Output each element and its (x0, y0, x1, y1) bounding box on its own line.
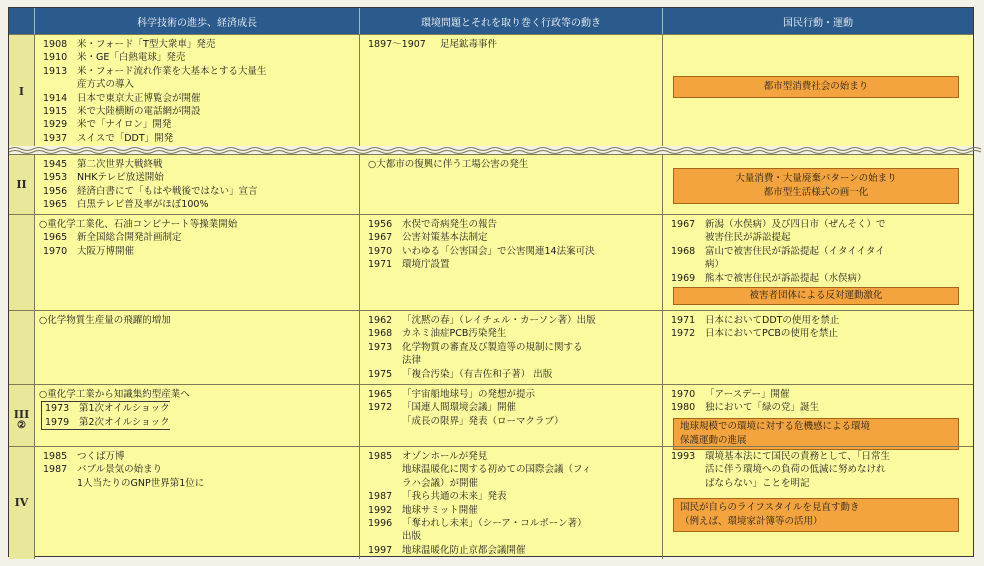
list-item: 1971 日本においてDDTの使用を禁止 (671, 315, 840, 326)
list-item: 1953 NHKテレビ放送開始 (43, 172, 164, 184)
list-item: ○重化学工業から知識集約型産業へ (39, 389, 190, 400)
citizen-cell (663, 35, 973, 148)
list-item: 1968 カネミ油症PCB汚染発生 (368, 328, 507, 340)
header-environment: 環境問題とそれを取り巻く行政等の動き (360, 8, 663, 34)
header-era-cell (9, 8, 35, 34)
list-item: 1979 第2次オイルショック (45, 416, 170, 428)
list-item: 1897～1907 足尾鉱毒事件 (368, 39, 498, 50)
environment-cell (360, 311, 663, 384)
science-cell (35, 215, 360, 311)
list-item: 「成長の限界」発表（ローマクラブ） (402, 415, 564, 427)
list-item: 1908 米・フォード「T型大衆車」発売 (43, 39, 216, 50)
science-cell (35, 447, 360, 559)
environment-cell (360, 35, 663, 148)
list-item: 1985 オゾンホールが発見 (368, 451, 488, 462)
list-item: 法律 (402, 355, 422, 367)
list-item: 産方式の導入 (77, 79, 135, 91)
citizen-cell (663, 155, 973, 214)
list-item: 1997 地球温暖化防止京都会議開催 (368, 544, 526, 556)
highlight-box: 被害者団体による反対運動激化 (673, 287, 959, 305)
list-item: 1人当たりのGNP世界第1位に (77, 477, 205, 489)
science-cell (35, 311, 360, 384)
list-item: 1962 「沈黙の春」（レイチェル・カーソン著）出版 (368, 315, 596, 326)
era-label (9, 215, 35, 311)
era-label: IV (9, 447, 35, 559)
list-item: ばならない」ことを明記 (705, 477, 810, 489)
header-citizen: 国民行動・運動 (783, 17, 853, 29)
list-item: 1996 「奪われし未来」（シーア・コルボーン著） (368, 518, 587, 530)
list-item: 1937 スイスで「DDT」開発 (43, 132, 174, 144)
list-item: 病） (705, 259, 725, 271)
list-item: ○化学物質生産量の飛躍的増加 (39, 315, 171, 326)
list-item: 1987 バブル景気の始まり (43, 464, 163, 476)
era-label-continued (9, 311, 35, 384)
era-row-3b (9, 310, 973, 384)
era-label: III ② (9, 385, 35, 456)
list-item: 地球温暖化に関する初めての国際会議（フィ (402, 464, 592, 476)
environment-cell (360, 215, 663, 311)
list-item: ラハ会議）が開催 (402, 477, 479, 489)
list-item: 1968 富山で被害住民が訴訟提起（イタイイタイ (671, 245, 885, 257)
list-item: 1967 新潟（水俣病）及び四日市（ぜんそく）で (671, 219, 886, 230)
header-science: 科学技術の進歩、経済成長 (35, 8, 360, 34)
era-row-1 (9, 34, 973, 148)
era-label: II (9, 155, 35, 214)
list-item: 1965 白黒テレビ普及率がほぼ100% (43, 199, 209, 211)
list-item: 1956 経済白書にて「もはや戦後ではない」宣言 (43, 185, 258, 197)
list-item: 1967 公害対策基本法制定 (368, 232, 488, 244)
highlight-box: 地球規模での環境に対する危機感による環境 保護運動の進展 (673, 418, 959, 450)
list-item: 1956 水俣で奇病発生の報告 (368, 219, 498, 230)
list-item: 1914 日本で東京大正博覧会が開催 (43, 92, 201, 104)
era-row-3a (9, 214, 973, 310)
list-item: 1970 いわゆる「公害国会」で公害関連14法案可決 (368, 245, 595, 257)
list-item: 1985 つくば万博 (43, 451, 125, 462)
environment-cell (360, 155, 663, 214)
list-item: 1972 日本においてPCBの使用を禁止 (671, 328, 838, 340)
list-item: 1945 第二次世界大戦終戦 (43, 159, 163, 170)
list-item: 被害住民が訴訟提起 (705, 232, 791, 244)
era-row-4 (9, 446, 973, 558)
list-item: 1929 米で「ナイロン」開発 (43, 119, 172, 131)
list-item: 出版 (402, 531, 422, 543)
list-item: 1913 米・フォード流れ作業を大基本とする大量生 (43, 65, 267, 77)
timeline-table (8, 7, 974, 557)
list-item: ○重化学工業化、石油コンビナート等操業開始 (39, 219, 238, 230)
list-item: 1973 第1次オイルショック (45, 403, 170, 415)
citizen-cell (663, 447, 973, 559)
list-item: 1975 「複合汚染」（有吉佐和子著） 出版 (368, 368, 553, 380)
list-item: 1993 環境基本法にて国民の責務として、「日常生 (671, 451, 891, 462)
highlight-box: 都市型消費社会の始まり (673, 76, 959, 98)
list-item: 1965 新全国総合開発計画制定 (43, 232, 182, 244)
science-cell (35, 35, 360, 148)
list-item: 1973 化学物質の審査及び製造等の規制に関する (368, 341, 583, 353)
list-item: 1970 「アースデー」開催 (671, 389, 790, 400)
list-item: 1910 米・GE「白熱電球」発売 (43, 52, 186, 64)
list-item: 1915 米で大陸横断の電話網が開設 (43, 106, 201, 118)
citizen-cell (663, 311, 973, 384)
list-item: 1972 「国連人間環境会議」開催 (368, 402, 517, 414)
timeline-break (9, 146, 973, 154)
list-item: 1971 環境庁設置 (368, 259, 450, 271)
citizen-cell (663, 215, 973, 311)
science-cell (35, 155, 360, 214)
list-item: 1965 「宇宙船地球号」の発想が提示 (368, 389, 536, 400)
highlight-box: 大量消費・大量廃棄パターンの始まり 都市型生活様式の画一化 (673, 168, 959, 204)
list-item: 1970 大阪万博開催 (43, 245, 135, 257)
list-item: 1987 「我ら共通の未来」発表 (368, 491, 507, 503)
table-header (9, 8, 973, 34)
era-label: I (9, 35, 35, 148)
era-row-2 (9, 154, 973, 214)
list-item: ○大都市の復興に伴う工場公害の発生 (368, 159, 529, 170)
list-item: 1992 地球サミット開催 (368, 504, 478, 516)
list-item: 1980 独において「緑の党」誕生 (671, 402, 820, 414)
oil-shock-bracket (41, 401, 170, 430)
list-item: 1969 熊本で被害住民が訴訟提起（水俣病） (671, 272, 867, 284)
era-row-3c (9, 384, 973, 446)
environment-cell (360, 447, 663, 559)
list-item: 活に伴う環境への負荷の低減に努めなけれ (705, 464, 886, 476)
highlight-box: 国民が自らのライフスタイルを見直す動き （例えば、環境家計簿等の活用） (673, 498, 959, 532)
